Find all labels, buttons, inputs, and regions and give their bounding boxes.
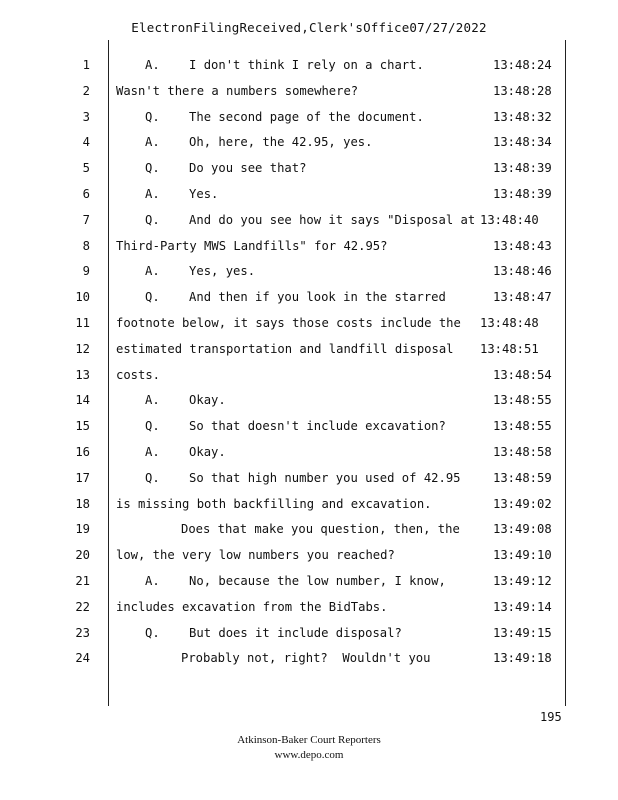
- line-text: Wasn't there a numbers somewhere?: [116, 83, 359, 98]
- timestamp: 13:48:39: [493, 187, 552, 201]
- timestamp: 13:48:54: [493, 367, 552, 382]
- line-text: A. No, because the low number, I know,: [145, 574, 446, 588]
- line-number: 12: [75, 341, 90, 356]
- transcript-line: [0, 393, 618, 417]
- transcript-line: [0, 497, 618, 521]
- line-text: Does that make you question, then, the: [181, 522, 460, 537]
- line-text: costs.: [116, 367, 161, 382]
- timestamp: 13:48:59: [493, 470, 552, 485]
- line-text: Third-Party MWS Landfills" for 42.95?: [116, 238, 388, 253]
- line-number: 1: [82, 58, 90, 72]
- line-text: A. I don't think I rely on a chart.: [145, 58, 424, 72]
- reporter-website: www.depo.com: [274, 749, 344, 761]
- timestamp: 13:48:34: [493, 135, 552, 150]
- line-text: is missing both backfilling and excavation.: [116, 496, 432, 511]
- line-text: Q. The second page of the document.: [145, 109, 424, 124]
- line-number: 21: [75, 574, 90, 588]
- transcript-line: [0, 58, 618, 82]
- line-text: footnote below, it says those costs include the: [116, 316, 461, 330]
- timestamp: 13:48:51: [480, 341, 539, 356]
- line-number: 4: [82, 135, 90, 150]
- timestamp: 13:49:10: [493, 548, 552, 563]
- line-text: A. Okay.: [145, 393, 226, 408]
- transcript-line: [0, 522, 618, 546]
- line-number: 10: [75, 290, 90, 305]
- transcript-line: [0, 368, 618, 392]
- line-number: 8: [82, 238, 90, 253]
- transcript-line: [0, 84, 618, 108]
- transcript-line: [0, 161, 618, 185]
- timestamp: 13:48:24: [493, 58, 552, 72]
- line-text: A. Yes.: [145, 187, 219, 201]
- line-number: 2: [82, 83, 90, 98]
- page-number: 195: [540, 710, 562, 724]
- line-number: 17: [75, 470, 90, 485]
- transcript-line: [0, 600, 618, 624]
- transcript-line: [0, 651, 618, 675]
- line-text: Probably not, right? Wouldn't you: [181, 651, 431, 666]
- timestamp: 13:48:46: [493, 264, 552, 279]
- transcript-line: [0, 471, 618, 495]
- timestamp: 13:48:48: [480, 316, 539, 330]
- line-number: 20: [75, 548, 90, 563]
- timestamp: 13:48:43: [493, 238, 552, 253]
- timestamp: 13:48:55: [493, 419, 552, 434]
- transcript-line: [0, 187, 618, 211]
- line-number: 9: [82, 264, 90, 279]
- line-text: A. Oh, here, the 42.95, yes.: [145, 135, 373, 150]
- line-text: includes excavation from the BidTabs.: [116, 599, 388, 614]
- transcript-line: [0, 110, 618, 134]
- transcript-line: [0, 419, 618, 443]
- line-text: Q. So that high number you used of 42.95: [145, 470, 461, 485]
- timestamp: 13:49:02: [493, 496, 552, 511]
- line-number: 14: [75, 393, 90, 408]
- timestamp: 13:48:32: [493, 109, 552, 124]
- line-text: estimated transportation and landfill disposal: [116, 341, 454, 356]
- e-filing-header: ElectronFilingReceived,Clerk'sOffice07/27/2022: [131, 20, 487, 35]
- timestamp: 13:48:28: [493, 83, 552, 98]
- timestamp: 13:49:08: [493, 522, 552, 537]
- transcript-line: [0, 239, 618, 263]
- timestamp: 13:48:55: [493, 393, 552, 408]
- line-number: 13: [75, 367, 90, 382]
- line-text: Q. So that doesn't include excavation?: [145, 419, 446, 434]
- line-text: Q. Do you see that?: [145, 161, 307, 176]
- line-number: 5: [82, 161, 90, 176]
- transcript-line: [0, 548, 618, 572]
- reporter-name: Atkinson-Baker Court Reporters: [237, 734, 381, 746]
- transcript-line: [0, 342, 618, 366]
- line-text: Q. And then if you look in the starred: [145, 290, 446, 305]
- transcript-line: [0, 290, 618, 314]
- line-number: 19: [75, 522, 90, 537]
- timestamp: 13:49:15: [493, 625, 552, 640]
- line-text: Q. And do you see how it says "Disposal at: [145, 212, 476, 227]
- line-text: A. Okay.: [145, 445, 226, 459]
- line-number: 3: [82, 109, 90, 124]
- line-text: Q. But does it include disposal?: [145, 625, 402, 640]
- line-number: 23: [75, 625, 90, 640]
- timestamp: 13:48:58: [493, 445, 552, 459]
- transcript-line: [0, 213, 618, 237]
- line-number: 11: [75, 316, 90, 330]
- transcript-line: [0, 574, 618, 598]
- line-number: 22: [75, 599, 90, 614]
- timestamp: 13:49:14: [493, 599, 552, 614]
- transcript-line: [0, 626, 618, 650]
- line-number: 7: [82, 212, 90, 227]
- line-text: A. Yes, yes.: [145, 264, 256, 279]
- transcript-line: [0, 264, 618, 288]
- line-number: 15: [75, 419, 90, 434]
- timestamp: 13:49:12: [493, 574, 552, 588]
- timestamp: 13:48:39: [493, 161, 552, 176]
- transcript-line: [0, 135, 618, 159]
- line-text: low, the very low numbers you reached?: [116, 548, 395, 563]
- line-number: 16: [75, 445, 90, 459]
- line-number: 18: [75, 496, 90, 511]
- line-number: 6: [82, 187, 90, 201]
- timestamp: 13:48:47: [493, 290, 552, 305]
- timestamp: 13:49:18: [493, 651, 552, 666]
- timestamp: 13:48:40: [480, 212, 539, 227]
- transcript-line: [0, 445, 618, 469]
- transcript-line: [0, 316, 618, 340]
- line-number: 24: [75, 651, 90, 666]
